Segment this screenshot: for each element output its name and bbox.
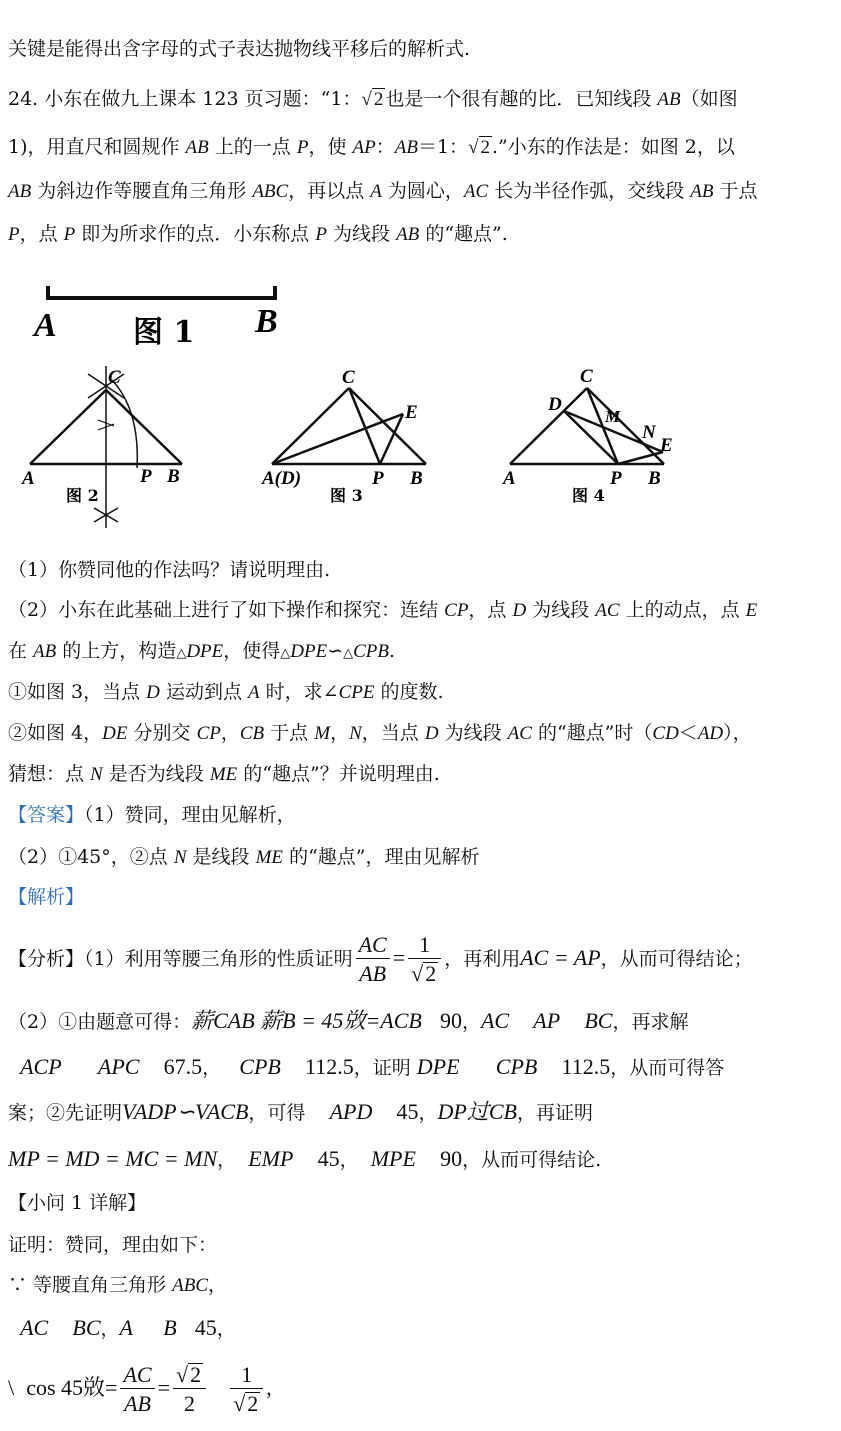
var-p: P — [8, 224, 20, 245]
question-text: 是否为线段 — [102, 763, 210, 785]
fig4-label-n: N — [642, 422, 656, 443]
var-a: A — [370, 181, 382, 202]
question-text: 为线段 — [526, 599, 596, 621]
question-text: ，使得 — [223, 640, 281, 662]
var-n: N — [90, 764, 103, 785]
math-var: CPB — [239, 1054, 281, 1079]
proof-line-2 — [8, 1270, 227, 1301]
var-p: P — [63, 224, 76, 245]
problem-text: 为斜边作等腰直角三角形 — [31, 180, 253, 202]
answer-text: （2）①45°，②点 — [8, 846, 174, 868]
var-cp: CP — [444, 600, 469, 621]
analysis-text: ， — [202, 1057, 222, 1079]
problem-line-1 — [8, 84, 738, 115]
analysis-text: 案；②先证明 — [8, 1102, 123, 1124]
question-text: 时，求∠ — [259, 681, 339, 703]
question-text: ①如图 3，当点 — [8, 681, 147, 703]
comma: , — [266, 1375, 272, 1400]
question-2-2-line-2 — [8, 759, 440, 790]
fig4-label-m: M — [605, 407, 621, 426]
text-line-previous — [8, 34, 470, 64]
analysis-text: ，可得 — [248, 1102, 306, 1124]
var-ac: AC — [463, 181, 489, 202]
fraction-sqrt2-2 — [173, 1362, 206, 1419]
fig4-label-p: P — [610, 468, 622, 489]
sqrt-radicand: 2 — [425, 960, 437, 986]
sqrt-radicand: 2 — [247, 1390, 259, 1416]
fig2-side-ac — [30, 390, 106, 464]
previous-conclusion: 关键是能得出含字母的式子表达抛物线平移后的解析式. — [8, 38, 471, 60]
fraction-ac-ab — [356, 932, 390, 989]
problem-text: 长为半径作弧，交线段 — [488, 180, 691, 202]
problem-line-3 — [8, 176, 758, 207]
math-var: AC — [20, 1315, 49, 1340]
var-n: N — [349, 723, 362, 744]
figure-3 — [272, 388, 426, 464]
math-var: APC — [97, 1054, 140, 1079]
fig1-label-a: A — [34, 307, 57, 344]
triangle-symbol: △ — [176, 646, 187, 661]
fig4-label-e: E — [660, 435, 673, 456]
var-cpb: CPB — [353, 641, 390, 662]
triangle-symbol: △ — [343, 646, 354, 661]
analysis-text: 【分析】（1）利用等腰三角形的性质证明 — [8, 948, 353, 970]
analysis-text: ，从而可得结论. — [462, 1149, 602, 1171]
fraction-numerator: AC — [120, 1362, 154, 1389]
subquestion-1-heading — [8, 1188, 146, 1218]
analysis-text: ，再证明 — [516, 1102, 593, 1124]
problem-text: .”小东的作法是：如图 2，以 — [492, 136, 735, 158]
therefore-symbol: \ — [8, 1375, 15, 1400]
analysis-line-3 — [8, 1052, 724, 1083]
var-e: E — [745, 600, 758, 621]
var-cb: CB — [239, 723, 265, 744]
problem-text: ： — [375, 136, 395, 158]
proof-text: ， — [100, 1318, 120, 1340]
question-text: 为线段 — [438, 722, 508, 744]
problem-line-4 — [8, 219, 508, 250]
problem-text: 上的一点 — [208, 136, 297, 158]
analysis-text: ，从而可得结论； — [600, 948, 753, 970]
fraction-numerator: 1 — [230, 1362, 263, 1389]
problem-text: 的“趣点”. — [419, 223, 508, 245]
var-ab: AB — [396, 224, 420, 245]
question-text: 运动到点 — [159, 681, 248, 703]
question-text: 分别交 — [127, 722, 197, 744]
problem-text: 24. 小东在做九上课本 123 页习题：“1： — [8, 88, 362, 110]
answer-text: （1）赞同，理由见解析， — [84, 804, 296, 826]
fig3-side-ac — [272, 388, 349, 464]
question-text: . — [389, 640, 396, 662]
var-me: ME — [255, 847, 284, 868]
proof-text: ， — [208, 1274, 228, 1296]
problem-text: 为线段 — [326, 223, 397, 245]
fraction-one-sqrt2 — [408, 932, 441, 989]
math-var: APD — [329, 1099, 373, 1124]
question-text: 上的动点，点 — [619, 599, 746, 621]
math-var: MPE — [370, 1146, 416, 1171]
analysis-tag-line — [8, 882, 84, 912]
fig3-label-p: P — [372, 468, 384, 489]
sqrt-radicand: 2 — [190, 1361, 202, 1387]
fraction-ac-ab — [120, 1362, 154, 1419]
math-var: ACP — [20, 1054, 62, 1079]
question-text: （1）你赞同他的作法吗？请说明理由. — [8, 559, 331, 581]
question-text: 的“趣点”时（ — [531, 722, 653, 744]
var-ab: AB — [33, 641, 57, 662]
math-var: AC — [480, 1008, 510, 1033]
fig4-caption: 图 4 — [572, 486, 605, 505]
question-text: ，当点 — [361, 722, 425, 744]
fig1-label-b: B — [255, 303, 278, 340]
proof-text: 等腰直角三角形 — [27, 1274, 173, 1296]
question-2-line-2 — [8, 636, 395, 669]
fraction-denominator: AB — [359, 960, 387, 986]
question-text: （2）小东在此基础上进行了如下操作和探究：连结 — [8, 599, 445, 621]
problem-text: 即为所求作的点．小东称点 — [75, 223, 316, 245]
sqrt-radicand: 2 — [373, 89, 384, 110]
var-ab: AB — [690, 181, 714, 202]
analysis-text: ，从而可得答 — [610, 1057, 725, 1079]
var-dpe: DPE — [186, 641, 224, 662]
analysis-text: ，证明 — [353, 1057, 411, 1079]
question-1 — [8, 555, 330, 585]
question-text: ，点 — [468, 599, 513, 621]
analysis-line-2 — [8, 1006, 688, 1037]
proof-line-4 — [8, 1358, 272, 1419]
analysis-text: ， — [461, 1011, 481, 1033]
var-cpe: CPE — [338, 682, 375, 703]
math-expr: MP = MD = MC = MN — [8, 1146, 218, 1171]
problem-text: ，再以点 — [288, 180, 371, 202]
var-dpe: DPE — [290, 641, 328, 662]
var-ab: AB — [8, 181, 32, 202]
var-ab: AB — [185, 137, 209, 158]
var-n: N — [173, 847, 187, 868]
math-number: 45 — [194, 1315, 217, 1340]
analysis-tag: 【解析】 — [8, 886, 85, 908]
problem-text: ，点 — [19, 223, 64, 245]
var-m: M — [314, 723, 331, 744]
var-abc: ABC — [252, 181, 289, 202]
proof-line-1 — [8, 1230, 217, 1260]
analysis-line-4 — [8, 1097, 593, 1128]
analysis-text: ， — [339, 1149, 359, 1171]
problem-line-2 — [8, 132, 735, 163]
fig4-label-c: C — [580, 366, 593, 387]
analysis-text: ，再利用 — [444, 948, 521, 970]
fraction-numerator: 1 — [408, 932, 441, 959]
fig2-caption: 图 2 — [66, 486, 99, 505]
math-expr: VADP∽VACB — [122, 1099, 249, 1124]
sqrt-radicand: 2 — [480, 137, 490, 158]
analysis-line-1 — [8, 928, 753, 989]
fig3-label-e: E — [405, 402, 418, 423]
equals-sign: = — [157, 1375, 171, 1400]
question-text: 猜想：点 — [8, 763, 91, 785]
question-2-1 — [8, 677, 444, 708]
math-var: EMP — [248, 1146, 294, 1171]
answer-tag: 【答案】 — [8, 804, 85, 826]
question-2-2-line-1 — [8, 718, 752, 749]
analysis-line-5 — [8, 1144, 601, 1175]
fig3-label-b: B — [410, 468, 423, 489]
math-number: 90 — [440, 1146, 463, 1171]
figure-2 — [30, 366, 182, 528]
problem-text: （如图 — [680, 88, 738, 110]
problem-text: 1)，用直尺和圆规作 — [8, 136, 186, 158]
math-number: 112.5 — [305, 1054, 354, 1079]
triangle-symbol: △ — [280, 646, 291, 661]
var-ap: AP — [352, 137, 376, 158]
fig2-label-c: C — [108, 367, 121, 388]
analysis-text: ， — [418, 1102, 438, 1124]
fig4-label-b: B — [648, 468, 661, 489]
figure-4 — [510, 388, 664, 464]
fig3-label-ad: A(D) — [262, 468, 302, 489]
similar-symbol: ∽ — [327, 640, 344, 662]
math-number: 90 — [439, 1008, 462, 1033]
answer-text: 是线段 — [186, 846, 256, 868]
math-number: 45 — [317, 1146, 340, 1171]
fig2-label-p: P — [140, 466, 152, 487]
var-ac: AC — [507, 723, 532, 744]
answer-line-1 — [8, 800, 296, 830]
math-expr: 薪CAB 薪B = 45 — [191, 1008, 344, 1033]
math-expr: 敚= — [83, 1375, 118, 1400]
fig2-label-b: B — [167, 466, 180, 487]
var-abc: ABC — [172, 1275, 208, 1296]
var-ab: AB — [657, 89, 681, 110]
answer-text: 的“趣点”，理由见解析 — [283, 846, 480, 868]
analysis-text: ，再求解 — [612, 1011, 689, 1033]
fig3-side-bc — [349, 388, 426, 464]
fig1-caption: 图 1 — [133, 315, 195, 350]
var-p: P — [315, 224, 327, 245]
var-d: D — [424, 723, 439, 744]
fig3-label-c: C — [342, 367, 355, 388]
fig4-label-d: D — [548, 394, 562, 415]
var-de: DE — [102, 723, 128, 744]
math-expr: 敚=ACB — [343, 1008, 422, 1033]
equation-ac-ap: AC = AP — [520, 945, 601, 970]
fig2-side-bc — [106, 390, 182, 464]
question-text: ②如图 4， — [8, 722, 103, 744]
math-var: AP — [533, 1008, 561, 1033]
figures-area — [0, 270, 841, 570]
problem-text: ，使 — [308, 136, 353, 158]
fig4-label-a: A — [503, 468, 516, 489]
math-number: 112.5 — [561, 1054, 611, 1079]
analysis-text: （2）①由题意可得： — [8, 1011, 192, 1033]
fig2-label-a: A — [22, 468, 35, 489]
var-a: A — [248, 682, 260, 703]
var-cd: CD — [652, 723, 679, 744]
question-text: ＜ — [678, 722, 698, 744]
question-text: ， — [220, 722, 240, 744]
figure-1 — [32, 286, 278, 350]
math-expr: cos 45 — [26, 1375, 84, 1400]
math-var: CPB — [495, 1054, 538, 1079]
problem-text: 也是一个很有趣的比．已知线段 — [385, 88, 658, 110]
fraction-numerator: AC — [356, 932, 390, 959]
var-ab: AB — [394, 137, 418, 158]
analysis-text: ， — [217, 1149, 237, 1171]
math-var: B — [163, 1315, 177, 1340]
var-cp: CP — [196, 723, 221, 744]
question-text: 于点 — [264, 722, 315, 744]
question-text: ， — [330, 722, 350, 744]
fraction-denominator: 2 — [184, 1390, 196, 1416]
sqrt-symbol: √2 — [176, 1361, 202, 1387]
var-p: P — [296, 137, 309, 158]
question-text: 的上方，构造 — [56, 640, 177, 662]
question-text: 的“趣点”？并说明理由. — [237, 763, 440, 785]
math-number: 45 — [396, 1099, 419, 1124]
var-d: D — [146, 682, 160, 703]
math-number: 67.5 — [163, 1054, 203, 1079]
problem-text: 为圆心， — [381, 180, 464, 202]
question-text: 在 — [8, 640, 34, 662]
sqrt-symbol: √2 — [233, 1390, 259, 1416]
question-text: 的度数. — [374, 681, 444, 703]
math-expr: DP过CB — [437, 1099, 517, 1124]
problem-text: ＝1： — [417, 136, 469, 158]
fig3-segment-cp — [349, 388, 380, 464]
question-2-line-1 — [8, 595, 757, 626]
proof-text: 证明：赞同，理由如下： — [8, 1234, 218, 1256]
subquestion-heading: 【小问 1 详解】 — [8, 1192, 147, 1214]
math-var: DPE — [416, 1054, 460, 1079]
proof-text: ， — [216, 1318, 236, 1340]
problem-text: 于点 — [713, 180, 758, 202]
math-var: BC — [72, 1315, 101, 1340]
sqrt-symbol: √ 2 — [361, 89, 384, 110]
fraction-one-sqrt2 — [230, 1362, 263, 1419]
math-var: BC — [584, 1008, 613, 1033]
var-ad: AD — [697, 723, 724, 744]
equals-sign: = — [392, 945, 406, 970]
var-me: ME — [209, 764, 238, 785]
sqrt-symbol: √ 2 — [468, 137, 490, 158]
var-ac: AC — [595, 600, 620, 621]
question-text: ）， — [723, 722, 752, 744]
math-var: A — [119, 1315, 133, 1340]
var-d: D — [512, 600, 527, 621]
fig3-caption: 图 3 — [330, 486, 363, 505]
sqrt-symbol: √2 — [411, 960, 437, 986]
because-symbol: ∵ — [8, 1274, 28, 1296]
proof-line-3 — [8, 1313, 236, 1344]
answer-line-2 — [8, 842, 480, 873]
fraction-denominator: AB — [124, 1390, 151, 1416]
